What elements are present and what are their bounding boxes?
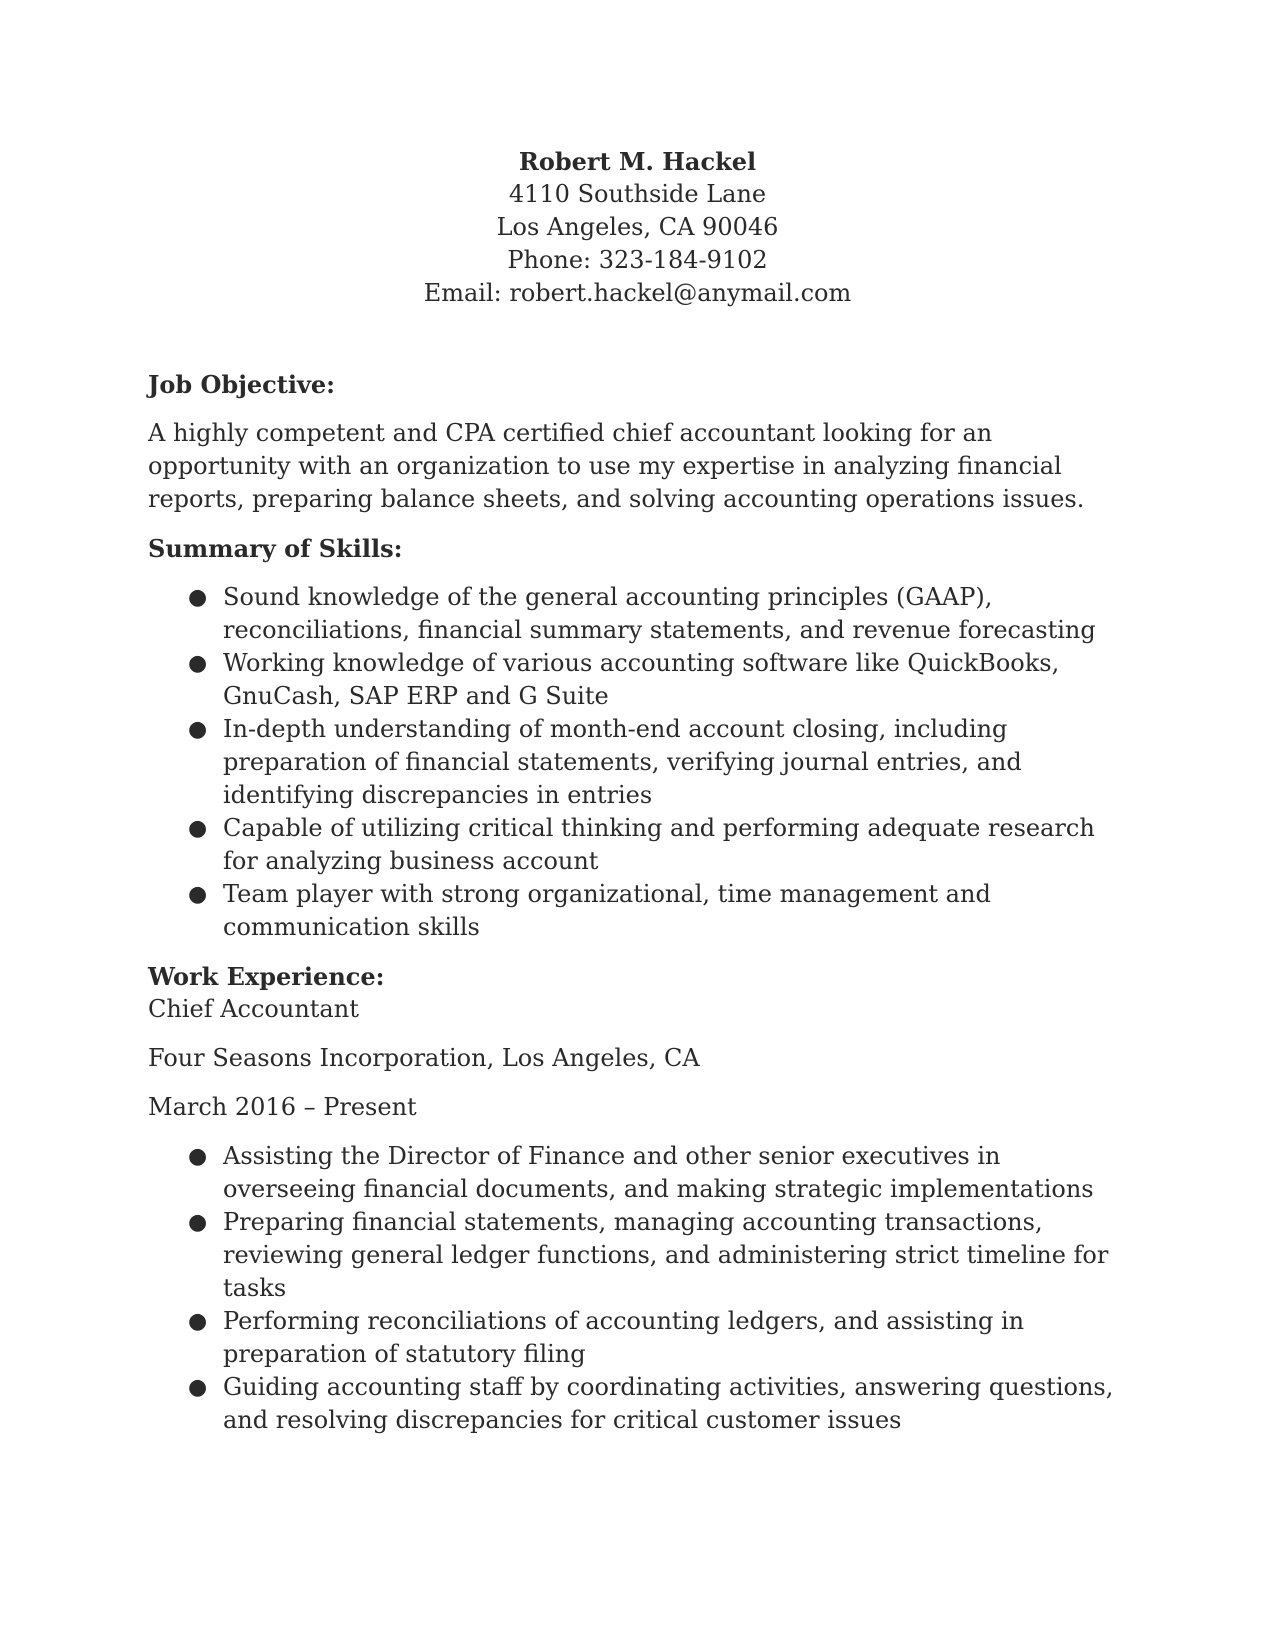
experience-heading: Work Experience:	[148, 962, 385, 991]
bullet-icon: ●	[188, 1375, 208, 1400]
skill-text: Sound knowledge of the general accounting principles (GAAP), reconciliations, financial summary statements, and revenue forecasting	[223, 583, 1096, 644]
address-line-1: 4110 Southside Lane	[508, 180, 767, 208]
bullet-icon: ●	[188, 1309, 208, 1334]
experience-list	[148, 1140, 1128, 1437]
duty-text: Preparing financial statements, managing accounting transactions, reviewing general ledger functions, and administering strict timeline for tasks	[223, 1208, 1109, 1302]
list-item	[148, 647, 1128, 713]
list-item	[148, 581, 1128, 647]
skills-heading: Summary of Skills:	[148, 534, 403, 563]
bullet-icon: ●	[188, 1144, 208, 1169]
skill-text: Capable of utilizing critical thinking and performing adequate research for analyzing business account	[223, 814, 1095, 875]
list-item	[148, 1371, 1128, 1437]
contact-header	[0, 145, 1275, 310]
list-item	[148, 812, 1128, 878]
list-item	[148, 1206, 1128, 1305]
bullet-icon: ●	[188, 882, 208, 907]
objective-text: A highly competent and CPA certified chief accountant looking for an opportunity with an organization to use my expertise in analyzing financial reports, preparing balance sheets, and solving accounting operations issues.	[148, 419, 1085, 513]
bullet-icon: ●	[188, 585, 208, 610]
objective-heading: Job Objective:	[148, 370, 336, 399]
applicant-name: Robert M. Hackel	[518, 147, 757, 176]
job-title: Chief Accountant	[148, 995, 359, 1023]
skill-text: Team player with strong organizational, time management and communication skills	[223, 880, 991, 941]
skill-text: Working knowledge of various accounting software like QuickBooks, GnuCash, SAP ERP and G Suite	[223, 649, 1060, 710]
email-address: Email: robert.hackel@anymail.com	[423, 279, 852, 307]
duty-text: Performing reconciliations of accounting ledgers, and assisting in preparation of statutory filing	[223, 1307, 1025, 1368]
bullet-icon: ●	[188, 816, 208, 841]
phone-number: Phone: 323-184-9102	[507, 246, 768, 274]
list-item	[148, 1305, 1128, 1371]
employment-dates: March 2016 – Present	[148, 1093, 417, 1121]
bullet-icon: ●	[188, 717, 208, 742]
duty-text: Assisting the Director of Finance and other senior executives in overseeing financial documents, and making strategic implementations	[223, 1142, 1094, 1203]
address-line-2: Los Angeles, CA 90046	[496, 213, 779, 241]
duty-text: Guiding accounting staff by coordinating activities, answering questions, and resolving discrepancies for critical customer issues	[223, 1373, 1114, 1434]
bullet-icon: ●	[188, 1210, 208, 1235]
resume-body	[148, 368, 1128, 1437]
company-location: Four Seasons Incorporation, Los Angeles, CA	[148, 1044, 700, 1072]
skill-text: In-depth understanding of month-end account closing, including preparation of financial statements, verifying journal entries, and identifying discrepancies in entries	[223, 715, 1022, 809]
bullet-icon: ●	[188, 651, 208, 676]
list-item	[148, 1140, 1128, 1206]
skills-list	[148, 581, 1128, 944]
list-item	[148, 878, 1128, 944]
list-item	[148, 713, 1128, 812]
